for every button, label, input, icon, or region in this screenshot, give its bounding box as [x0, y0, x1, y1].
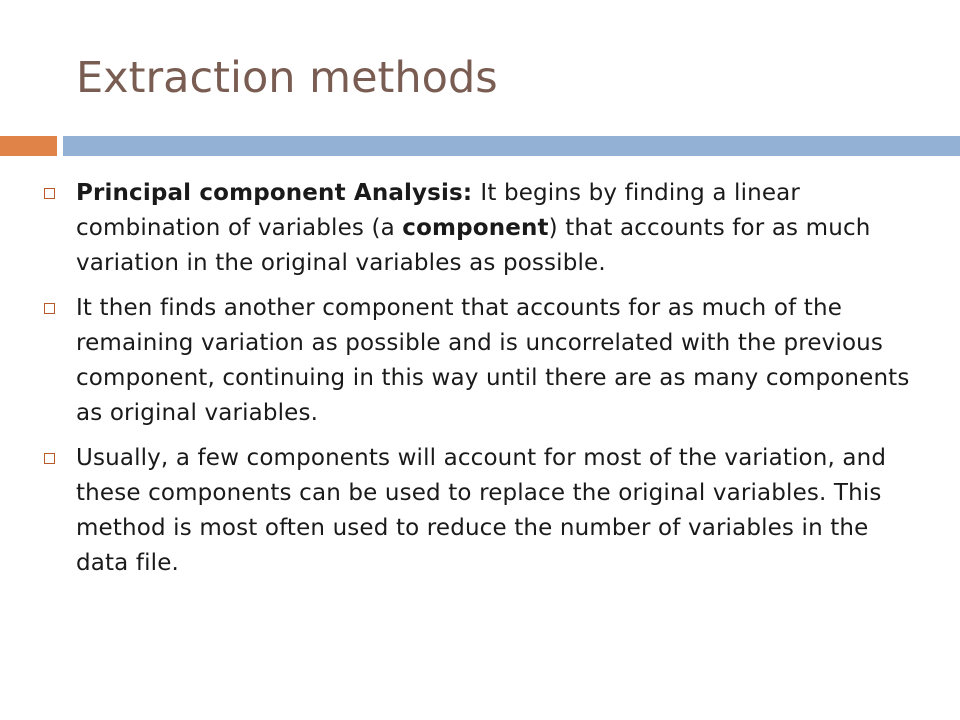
bullet-item — [44, 441, 924, 581]
hollow-square-bullet-icon — [44, 453, 55, 464]
slide-title: Extraction methods — [76, 53, 498, 103]
bullet-term-label: Principal component Analysis: — [76, 180, 481, 206]
bullet-emphasis-text: component — [402, 215, 549, 241]
bullet-text — [76, 180, 870, 276]
bullet-text-segment: ) that accounts for as much variation in the original variables as possible. — [76, 215, 871, 276]
bullet-text: It then finds another component that accounts for as much of the remaining variation as possible and is uncorrelated with the previous component, continuing in this way until there are as many components as original variables. — [76, 295, 910, 426]
bullet-list — [44, 176, 924, 591]
title-rule-bar — [63, 136, 960, 156]
bullet-text: Usually, a few components will account for most of the variation, and these components can be used to replace the original variables. This method is most often used to reduce the number of variables in the data file. — [76, 445, 887, 576]
bullet-text-segment: It begins by finding a linear combination of variables (a — [76, 180, 801, 241]
hollow-square-bullet-icon — [44, 188, 55, 199]
hollow-square-bullet-icon — [44, 303, 55, 314]
title-accent-bar — [0, 136, 57, 156]
bullet-item — [44, 291, 924, 431]
bullet-item — [44, 176, 924, 281]
